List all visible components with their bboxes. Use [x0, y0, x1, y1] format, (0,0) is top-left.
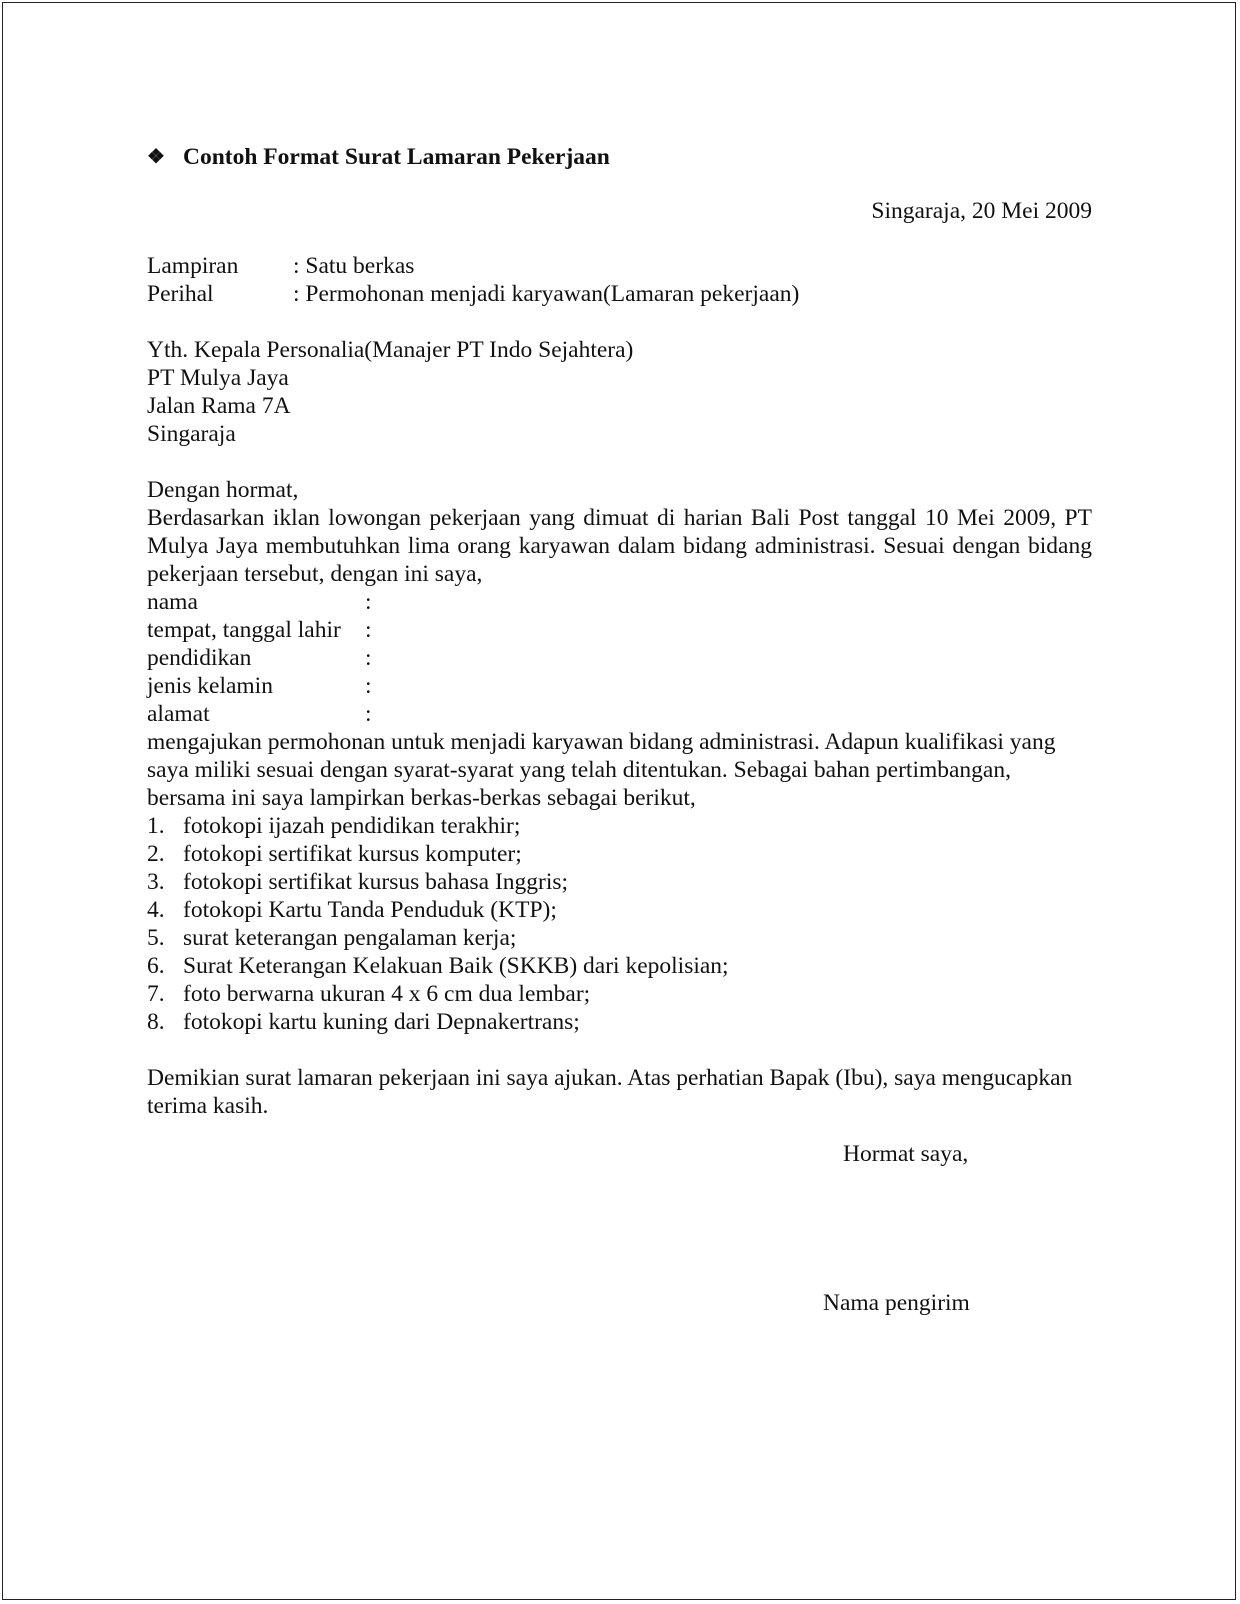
list-text: surat keterangan pengalaman kerja; — [183, 925, 517, 951]
list-item — [147, 868, 1092, 896]
signoff: Hormat saya, — [843, 1141, 969, 1167]
field-row-ttl — [147, 616, 1092, 644]
letter-content — [147, 476, 1092, 1036]
list-item — [147, 812, 1092, 840]
field-key: alamat — [147, 701, 210, 727]
field-key: pendidikan — [147, 645, 252, 671]
list-number: 8. — [147, 1009, 165, 1035]
list-text: Surat Keterangan Kelakuan Baik (SKKB) dari kepolisian; — [183, 953, 729, 979]
list-item — [147, 896, 1092, 924]
recipient-line: Yth. Kepala Personalia(Manajer PT Indo Sejahtera) — [147, 337, 634, 363]
intro-paragraph: Berdasarkan iklan lowongan pekerjaan yang dimuat di harian Bali Post tanggal 10 Mei 2009, PT Mulya Jaya membutuhkan lima orang karyawan dalam bidang administrasi. Sesuai dengan bidang pekerjaan tersebut, dengan ini saya, — [147, 505, 1092, 587]
list-number: 6. — [147, 953, 165, 979]
list-text: fotokopi kartu kuning dari Depnakertrans; — [183, 1009, 580, 1035]
list-number: 2. — [147, 841, 165, 867]
field-separator: : — [365, 617, 372, 643]
recipient-line: Jalan Rama 7A — [147, 393, 291, 419]
field-separator: : — [365, 645, 372, 671]
list-number: 1. — [147, 813, 165, 839]
list-number: 7. — [147, 981, 165, 1007]
list-number: 4. — [147, 897, 165, 923]
closing-paragraph: Demikian surat lamaran pekerjaan ini saya ajukan. Atas perhatian Bapak (Ibu), saya mengucapkan terima kasih. — [147, 1065, 1073, 1119]
field-row-nama — [147, 588, 1092, 616]
meta-value: : Permohonan menjadi karyawan(Lamaran pekerjaan) — [293, 281, 800, 307]
meta-row-perihal — [147, 280, 1092, 308]
application-paragraph: mengajukan permohonan untuk menjadi karyawan bidang administrasi. Adapun kualifikasi yang saya miliki sesuai dengan syarat-syarat yang telah ditentukan. Sebagai bahan pertimbangan, bersama ini saya lampirkan berkas-berkas sebagai berikut, — [147, 729, 1056, 811]
list-number: 3. — [147, 869, 165, 895]
list-text: foto berwarna ukuran 4 x 6 cm dua lembar; — [183, 981, 591, 1007]
field-separator: : — [365, 701, 372, 727]
list-text: fotokopi Kartu Tanda Penduduk (KTP); — [183, 897, 557, 923]
list-item — [147, 924, 1092, 952]
field-separator: : — [365, 589, 372, 615]
field-key: tempat, tanggal lahir — [147, 617, 341, 643]
recipient-address — [147, 336, 1092, 448]
recipient-line: Singaraja — [147, 421, 236, 447]
field-separator: : — [365, 673, 372, 699]
list-text: fotokopi sertifikat kursus komputer; — [183, 841, 522, 867]
meta-value: : Satu berkas — [293, 253, 415, 279]
greeting: Dengan hormat, — [147, 477, 299, 503]
letter-meta — [147, 252, 1092, 308]
letter-heading — [147, 143, 1092, 171]
letter-date: Singaraja, 20 Mei 2009 — [871, 198, 1092, 224]
list-item — [147, 1008, 1092, 1036]
field-row-jenis-kelamin — [147, 672, 1092, 700]
list-item — [147, 980, 1092, 1008]
applicant-fields — [147, 588, 1092, 728]
recipient-line: PT Mulya Jaya — [147, 365, 289, 391]
meta-row-lampiran — [147, 252, 1092, 280]
field-key: nama — [147, 589, 198, 615]
meta-key: Lampiran — [147, 253, 239, 279]
field-key: jenis kelamin — [147, 673, 273, 699]
list-item — [147, 840, 1092, 868]
attachment-list — [147, 812, 1092, 1036]
meta-key: Perihal — [147, 281, 214, 307]
field-row-alamat — [147, 700, 1092, 728]
list-item — [147, 952, 1092, 980]
list-number: 5. — [147, 925, 165, 951]
diamond-bullet-icon: ❖ — [147, 146, 165, 168]
list-text: fotokopi sertifikat kursus bahasa Inggris; — [183, 869, 569, 895]
letter-body — [147, 143, 1092, 1120]
list-text: fotokopi ijazah pendidikan terakhir; — [183, 813, 521, 839]
field-row-pendidikan — [147, 644, 1092, 672]
heading-title: Contoh Format Surat Lamaran Pekerjaan — [183, 144, 610, 170]
sender-name: Nama pengirim — [823, 1290, 970, 1316]
